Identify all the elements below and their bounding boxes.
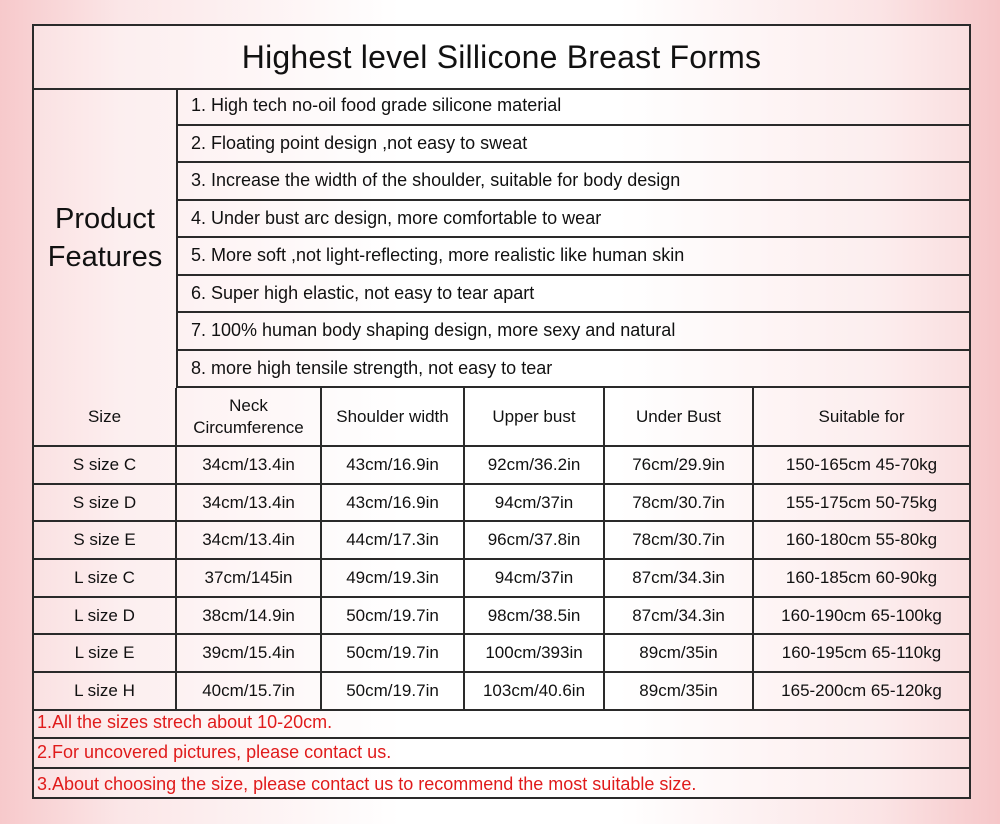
feature-item: 7. 100% human body shaping design, more sexy and natural bbox=[176, 313, 969, 351]
suitable-for-cell: 165-200cm 65-120kg bbox=[753, 672, 969, 710]
feature-item: 6. Super high elastic, not easy to tear apart bbox=[176, 276, 969, 314]
upper-bust-cell: 103cm/40.6in bbox=[464, 672, 604, 710]
shoulder-cell: 43cm/16.9in bbox=[321, 484, 464, 522]
neck-cell: 34cm/13.4in bbox=[176, 521, 321, 559]
upper-bust-cell: 100cm/393in bbox=[464, 634, 604, 672]
neck-cell: 37cm/145in bbox=[176, 559, 321, 597]
neck-cell: 34cm/13.4in bbox=[176, 484, 321, 522]
upper-bust-cell: 98cm/38.5in bbox=[464, 597, 604, 635]
suitable-for-cell: 150-165cm 45-70kg bbox=[753, 446, 969, 484]
upper-bust-cell: 94cm/37in bbox=[464, 484, 604, 522]
under-bust-cell: 78cm/30.7in bbox=[604, 521, 753, 559]
size-table-header-row bbox=[34, 388, 969, 446]
feature-item: 3. Increase the width of the shoulder, suitable for body design bbox=[176, 163, 969, 201]
neck-cell: 39cm/15.4in bbox=[176, 634, 321, 672]
suitable-for-cell: 160-190cm 65-100kg bbox=[753, 597, 969, 635]
shoulder-cell: 49cm/19.3in bbox=[321, 559, 464, 597]
shoulder-cell: 50cm/19.7in bbox=[321, 634, 464, 672]
feature-item: 1. High tech no-oil food grade silicone material bbox=[176, 88, 969, 126]
column-header-suitable-for: Suitable for bbox=[753, 388, 969, 446]
chart-title: Highest level Sillicone Breast Forms bbox=[34, 26, 969, 90]
size-cell: L size D bbox=[34, 597, 176, 635]
size-cell: L size C bbox=[34, 559, 176, 597]
upper-bust-cell: 96cm/37.8in bbox=[464, 521, 604, 559]
column-header-under-bust: Under Bust bbox=[604, 388, 753, 446]
size-cell: S size D bbox=[34, 484, 176, 522]
size-table bbox=[34, 388, 969, 711]
features-list bbox=[176, 88, 969, 388]
neck-cell: 34cm/13.4in bbox=[176, 446, 321, 484]
table-row bbox=[34, 597, 969, 635]
features-label-line-2: Features bbox=[47, 241, 163, 273]
upper-bust-cell: 94cm/37in bbox=[464, 559, 604, 597]
column-header-shoulder: Shoulder width bbox=[321, 388, 464, 446]
shoulder-cell: 43cm/16.9in bbox=[321, 446, 464, 484]
column-header-neck: Neck Circumference bbox=[176, 388, 321, 446]
feature-item: 4. Under bust arc design, more comfortable to wear bbox=[176, 201, 969, 239]
shoulder-cell: 50cm/19.7in bbox=[321, 597, 464, 635]
table-row bbox=[34, 521, 969, 559]
under-bust-cell: 89cm/35in bbox=[604, 672, 753, 710]
table-row bbox=[34, 446, 969, 484]
under-bust-cell: 89cm/35in bbox=[604, 634, 753, 672]
under-bust-cell: 76cm/29.9in bbox=[604, 446, 753, 484]
notes-list bbox=[34, 708, 969, 800]
shoulder-cell: 44cm/17.3in bbox=[321, 521, 464, 559]
size-cell: L size E bbox=[34, 634, 176, 672]
neck-cell: 38cm/14.9in bbox=[176, 597, 321, 635]
table-row bbox=[34, 484, 969, 522]
suitable-for-cell: 155-175cm 50-75kg bbox=[753, 484, 969, 522]
under-bust-cell: 87cm/34.3in bbox=[604, 559, 753, 597]
size-cell: S size E bbox=[34, 521, 176, 559]
upper-bust-cell: 92cm/36.2in bbox=[464, 446, 604, 484]
size-cell: L size H bbox=[34, 672, 176, 710]
feature-item: 2. Floating point design ,not easy to sweat bbox=[176, 126, 969, 164]
under-bust-cell: 87cm/34.3in bbox=[604, 597, 753, 635]
feature-item: 5. More soft ,not light-reflecting, more realistic like human skin bbox=[176, 238, 969, 276]
under-bust-cell: 78cm/30.7in bbox=[604, 484, 753, 522]
suitable-for-cell: 160-185cm 60-90kg bbox=[753, 559, 969, 597]
suitable-for-cell: 160-195cm 65-110kg bbox=[753, 634, 969, 672]
note-item: 2.For uncovered pictures, please contact us. bbox=[34, 739, 969, 770]
column-header-upper-bust: Upper bust bbox=[464, 388, 604, 446]
table-row bbox=[34, 634, 969, 672]
size-chart-sheet bbox=[32, 24, 971, 799]
size-cell: S size C bbox=[34, 446, 176, 484]
table-row bbox=[34, 672, 969, 710]
column-header-size: Size bbox=[34, 388, 176, 446]
product-features-label bbox=[34, 88, 178, 388]
suitable-for-cell: 160-180cm 55-80kg bbox=[753, 521, 969, 559]
shoulder-cell: 50cm/19.7in bbox=[321, 672, 464, 710]
note-item: 3.About choosing the size, please contact us to recommend the most suitable size. bbox=[37, 773, 697, 794]
neck-cell: 40cm/15.7in bbox=[176, 672, 321, 710]
feature-item: 8. more high tensile strength, not easy to tear bbox=[176, 351, 969, 389]
note-item: 1.All the sizes strech about 10-20cm. bbox=[34, 708, 969, 739]
table-row bbox=[34, 559, 969, 597]
features-label-line-1: Product bbox=[55, 203, 155, 235]
